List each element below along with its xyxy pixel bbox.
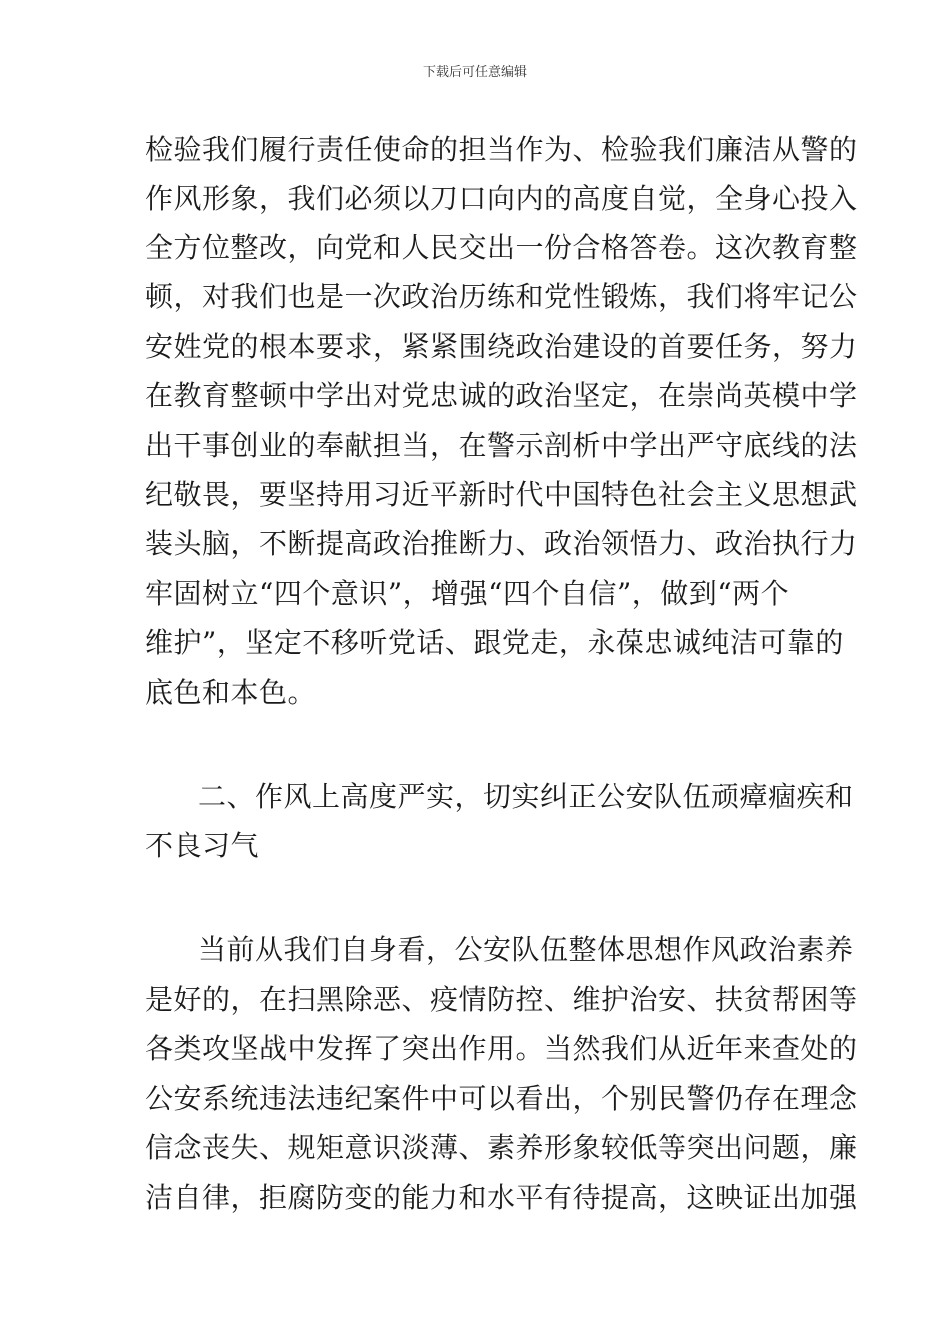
text-line: 洁自律，拒腐防变的能力和水平有待提高，这映证出加强 — [145, 1181, 858, 1214]
text-line: 是好的，在扫黑除恶、疫情防控、维护治安、扶贫帮困等 — [145, 983, 858, 1016]
text-line: 装头脑，不断提高政治推断力、政治领悟力、政治执行力 — [145, 527, 858, 560]
text-line: 检验我们履行责任使命的担当作为、检验我们廉洁从警的 — [145, 133, 858, 166]
section-heading-line: 二、作风上高度严实，切实纠正公安队伍顽瘴痼疾和 — [198, 780, 854, 813]
text-line: 在教育整顿中学出对党忠诚的政治坚定，在崇尚英模中学 — [145, 379, 858, 412]
text-line: 牢固树立“四个意识”，增强“四个自信”，做到“两个 — [145, 577, 790, 610]
text-line: 底色和本色。 — [145, 676, 317, 709]
text-line: 纪敬畏，要坚持用习近平新时代中国特色社会主义思想武 — [145, 478, 858, 511]
text-line: 信念丧失、规矩意识淡薄、素养形象较低等突出问题，廉 — [145, 1131, 858, 1164]
text-line: 公安系统违法违纪案件中可以看出，个别民警仍存在理念 — [145, 1082, 858, 1115]
text-line: 全方位整改，向党和人民交出一份合格答卷。这次教育整 — [145, 231, 858, 264]
text-line: 作风形象，我们必须以刀口向内的高度自觉，全身心投入 — [145, 182, 858, 215]
text-line: 出干事创业的奉献担当，在警示剖析中学出严守底线的法 — [145, 429, 858, 462]
section-heading-line: 不良习气 — [145, 829, 260, 862]
page-header: 下载后可任意编辑 — [422, 65, 527, 80]
text-line: 维护”，坚定不移听党话、跟党走，永葆忠诚纯洁可靠的 — [145, 626, 844, 659]
text-line: 当前从我们自身看，公安队伍整体思想作风政治素养 — [198, 933, 854, 966]
text-line: 顿，对我们也是一次政治历练和党性锻炼，我们将牢记公 — [145, 280, 858, 313]
text-line: 各类攻坚战中发挥了突出作用。当然我们从近年来查处的 — [145, 1032, 858, 1065]
text-line: 安姓党的根本要求，紧紧围绕政治建设的首要任务，努力 — [145, 330, 858, 363]
